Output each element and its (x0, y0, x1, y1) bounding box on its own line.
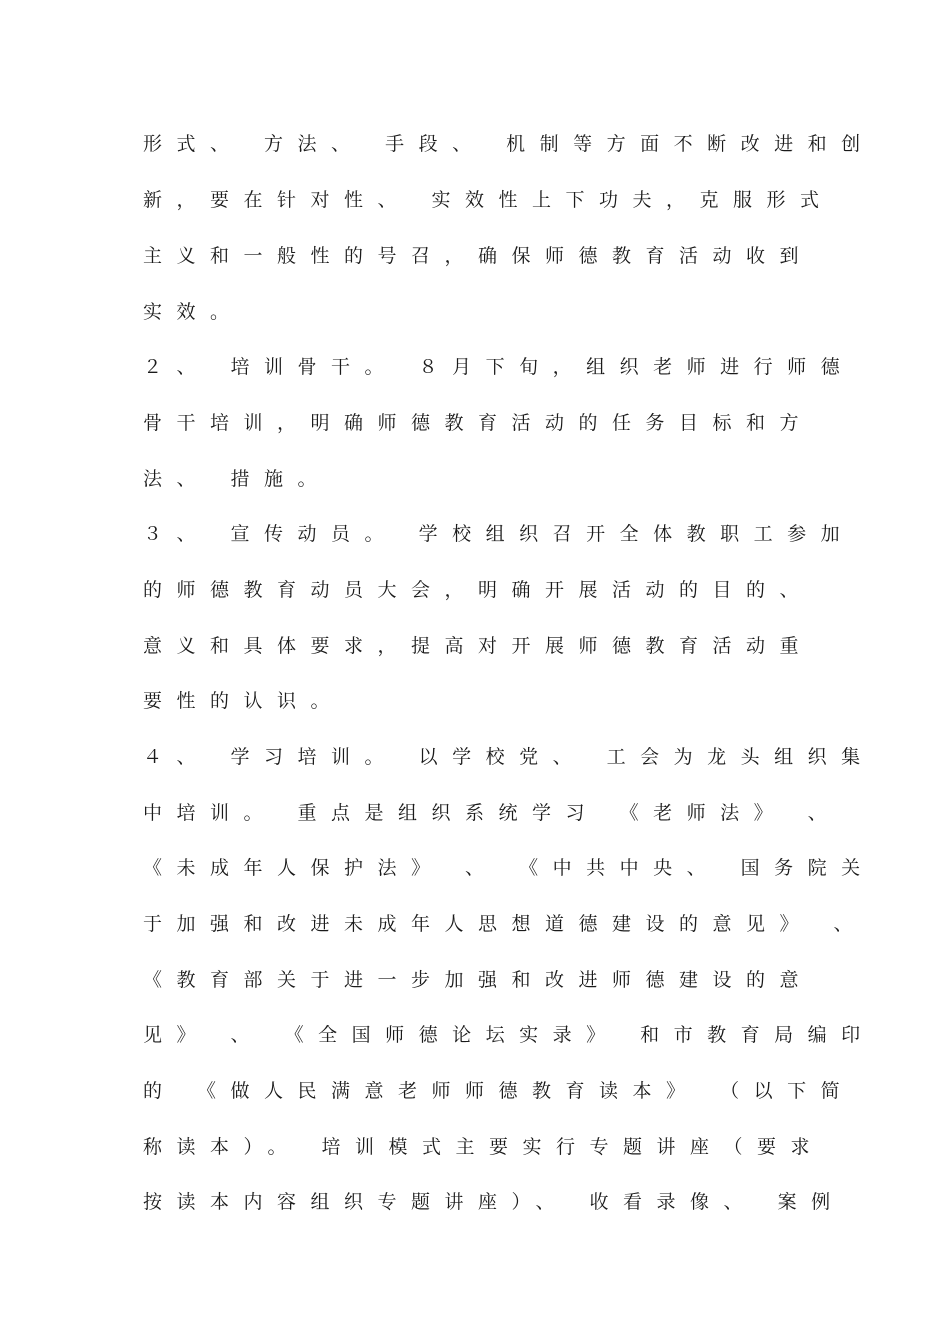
text-line: 称读本）。 培训模式主要实行专题讲座（要求 (143, 1136, 825, 1158)
text-line: 中培训。 重点是组织系统学习 《老师法》 、 (143, 802, 842, 824)
text-line: 新，要在针对性、 实效性上下功夫，克服形式 (143, 189, 834, 211)
text-line: 的师德教育动员大会，明确开展活动的目的、 (143, 579, 814, 601)
text-line: 按读本内容组织专题讲座）、 收看录像、 案例 (143, 1191, 845, 1213)
text-line: 于加强和改进未成年人思想道德建设的意见》 、 (143, 913, 868, 935)
text-line: ２、 培训骨干。 ８月下旬，组织老师进行师德 (143, 356, 855, 378)
text-line: 实效。 (143, 301, 244, 323)
text-line: ４、 学习培训。 以学校党、 工会为龙头组织集 (143, 746, 875, 768)
text-line: 法、 措施。 (143, 468, 332, 490)
text-line: 骨干培训，明确师德教育活动的任务目标和方 (143, 412, 814, 434)
text-line: 《教育部关于进一步加强和改进师德建设的意 (143, 969, 814, 991)
text-line: 要性的认识。 (143, 690, 345, 712)
text-line: 意义和具体要求，提高对开展师德教育活动重 (143, 635, 814, 657)
text-line: 的 《做人民满意老师师德教育读本》 （以下简 (143, 1080, 855, 1102)
text-line: 主义和一般性的号召，确保师德教育活动收到 (143, 245, 814, 267)
text-line: ３、 宣传动员。 学校组织召开全体教职工参加 (143, 523, 855, 545)
text-line: 形式、 方法、 手段、 机制等方面不断改进和创 (143, 133, 875, 155)
text-line: 见》 、 《全国师德论坛实录》 和市教育局编印 (143, 1024, 875, 1046)
text-line: 《未成年人保护法》 、 《中共中央、 国务院关 (143, 857, 875, 879)
